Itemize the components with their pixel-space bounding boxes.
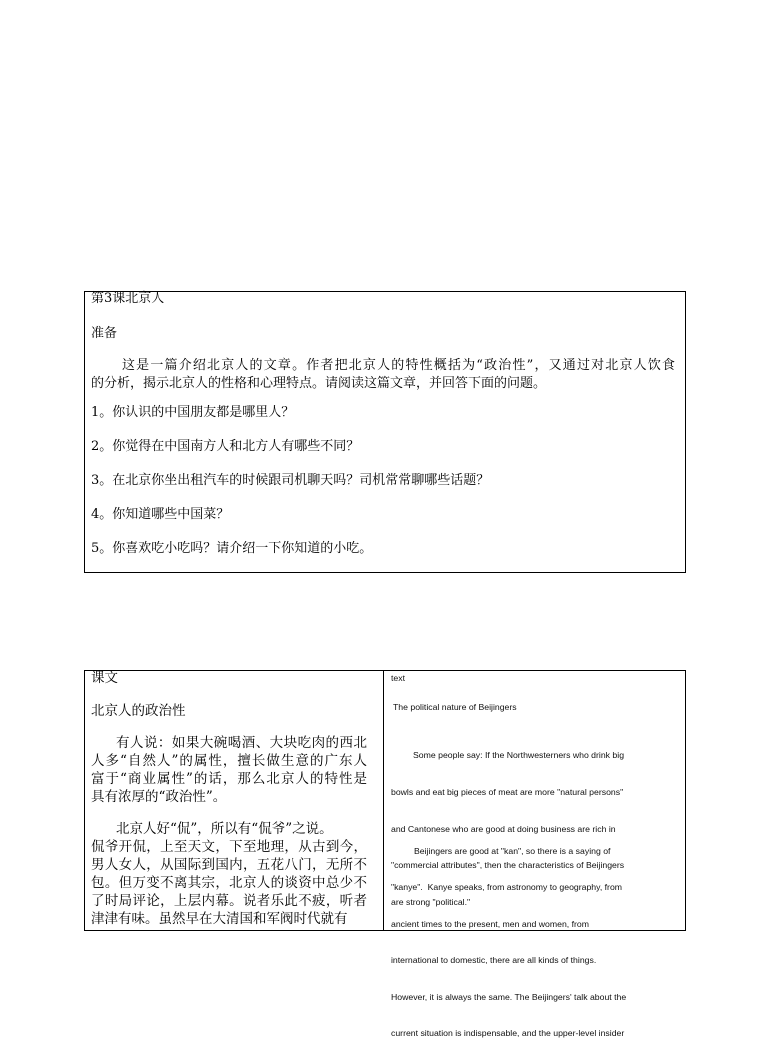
text-box xyxy=(84,670,686,1038)
prep-heading: 准备 xyxy=(91,326,118,341)
chinese-line: 富于“商业属性”的话，那么北京人的特性是 xyxy=(91,771,367,787)
english-line: Some people say: If the Northwesterners who drink big xyxy=(413,750,625,760)
question-list xyxy=(91,405,675,575)
english-column xyxy=(384,671,685,1038)
chinese-line: 包。但万变不离其宗，北京人的谈资中总少不 xyxy=(91,875,367,891)
english-line: ancient times to the present, men and women, from xyxy=(391,918,589,929)
english-line: current situation is indispensable, and the upper-level insider xyxy=(391,1027,625,1038)
chinese-heading: 课文 xyxy=(91,670,118,686)
chinese-line: 侃爷开侃，上至天文，下至地理，从古到今， xyxy=(91,839,367,855)
chinese-line: 有人说：如果大碗喝酒、大块吃肉的西北 xyxy=(116,735,367,751)
chinese-line: 具有浓厚的“政治性”。 xyxy=(91,789,227,805)
question-item: 5。你喜欢吃小吃吗？请介绍一下你知道的小吃。 xyxy=(91,541,373,556)
question-item: 2。你觉得在中国南方人和北方人有哪些不同？ xyxy=(91,439,360,454)
chinese-article-title: 北京人的政治性 xyxy=(91,703,186,719)
english-line: Beijingers are good at "kan", so there is a saying of xyxy=(414,846,611,856)
question-item: 3。在北京你坐出租汽车的时候跟司机聊天吗？司机常常聊哪些话题？ xyxy=(91,473,490,488)
english-line: bowls and eat big pieces of meat are more "natural persons" xyxy=(391,786,624,797)
chinese-line: 人多“自然人”的属性，擅长做生意的广东人 xyxy=(91,753,367,769)
chinese-paragraph xyxy=(91,734,367,806)
chinese-line: 男人女人，从国际到国内，五花八门，无所不 xyxy=(91,857,367,873)
lesson-title: 第3课北京人 xyxy=(91,291,165,306)
chinese-paragraph xyxy=(91,820,367,928)
english-heading: text xyxy=(391,673,406,683)
english-paragraph xyxy=(391,823,681,1061)
english-line: are strong "political." xyxy=(391,897,471,908)
question-item: 1。你认识的中国朋友都是哪里人？ xyxy=(91,405,295,420)
chinese-column xyxy=(85,671,383,930)
english-line: international to domestic, there are all kinds of things. xyxy=(391,955,597,966)
question-item: 4。你知道哪些中国菜？ xyxy=(91,507,230,522)
english-line: "kanye". Kanye speaks, from astronomy to geography, from xyxy=(391,882,623,893)
chinese-line: 了时局评论，上层内幕。说者乐此不疲，听者 xyxy=(91,893,367,909)
english-article-title: The political nature of Beijingers xyxy=(393,702,517,712)
intro-paragraph xyxy=(91,357,675,393)
lesson-box xyxy=(84,291,686,573)
english-line: and Cantonese who are good at doing business are rich in xyxy=(391,823,616,834)
english-line: However, it is always the same. The Beijingers' talk about the xyxy=(391,991,627,1002)
chinese-line: 津津有味。虽然早在大清国和军阀时代就有 xyxy=(91,911,348,927)
chinese-line: 北京人好“侃”，所以有“侃爷”之说。 xyxy=(116,821,333,837)
english-line: "commercial attributes", then the characteristics of Beijingers xyxy=(391,860,625,871)
intro-line: 的分析，揭示北京人的性格和心理特点。请阅读这篇文章，并回答下面的问题。 xyxy=(91,376,547,391)
intro-line: 这是一篇介绍北京人的文章。作者把北京人的特性概括为“政治性”，又通过对北京人饮食 xyxy=(122,358,675,373)
